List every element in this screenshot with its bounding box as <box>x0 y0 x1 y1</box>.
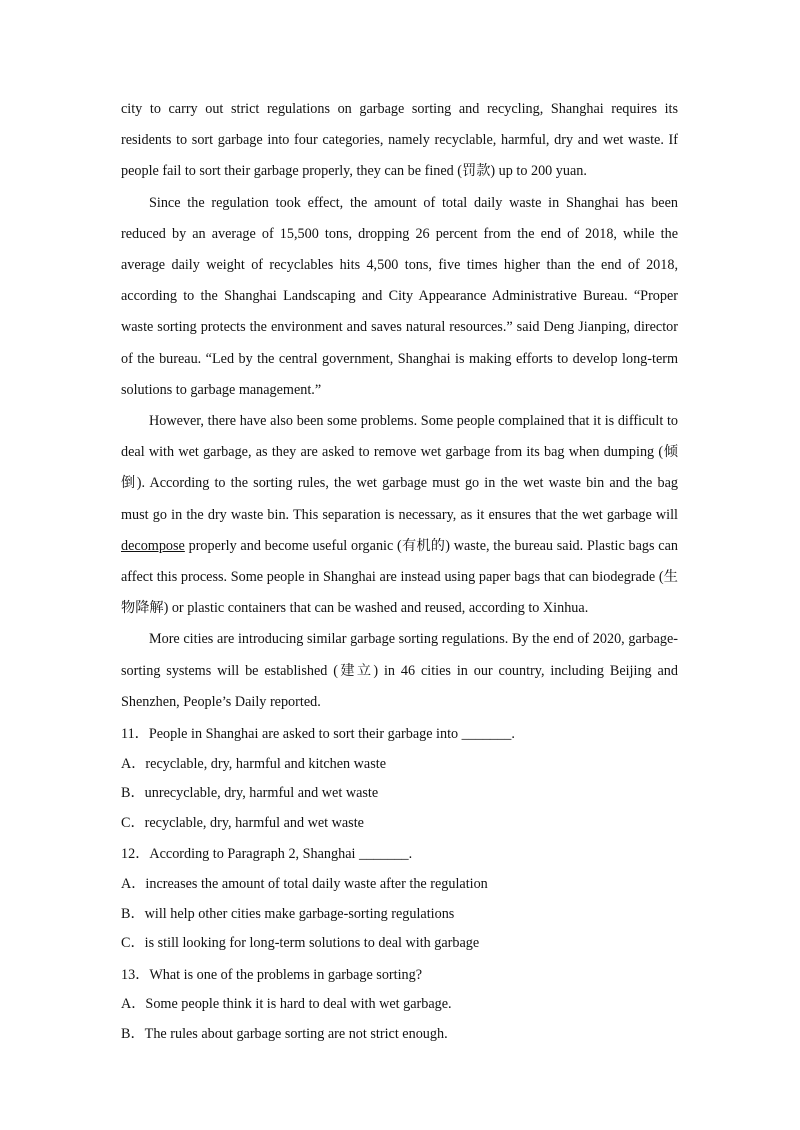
answer-option-a: A．increases the amount of total daily waste after the regulation <box>121 876 488 893</box>
underlined-word-decompose: decompose <box>121 537 185 554</box>
answer-option-a: A．Some people think it is hard to deal with wet garbage. <box>121 996 452 1013</box>
question-12 <box>121 840 678 958</box>
answer-option-c: C．recyclable, dry, harmful and wet waste <box>121 814 364 831</box>
answer-option-c: C．is still looking for long-term solutions to deal with garbage <box>121 935 480 952</box>
answer-option-b: B．The rules about garbage sorting are not strict enough. <box>121 1026 448 1042</box>
paragraph-3-text-after: properly and become useful organic (有机的) waste, the bureau said. Plastic bags can affect this process. Some people in Shanghai are instead using paper bags that can biodegrade (生物降解) or plastic containers that can be washed and reused, according to Xinhua. <box>121 537 678 617</box>
question-stem: 11．People in Shanghai are asked to sort their garbage into _______. <box>121 726 515 743</box>
question-11 <box>121 720 678 838</box>
answer-option-b: B．unrecyclable, dry, harmful and wet waste <box>121 785 379 802</box>
paragraph-3-text-before: However, there have also been some problems. Some people complained that it is difficult to deal with wet garbage, as they are asked to remove wet garbage from its bag when dumping (倾倒). According to the sorting rules, the wet garbage must go in the wet waste bin and the bag must go in the dry waste bin. This separation is necessary, as it ensures that the wet garbage will <box>121 413 678 523</box>
passage-paragraph-3 <box>121 406 678 624</box>
passage-paragraph-1: city to carry out strict regulations on garbage sorting and recycling, Shanghai requires its residents to sort garbage into four categories, namely recyclable, harmful, dry and wet waste. If people fail to sort their garbage properly, they can be fined (罚款) up to 200 yuan. <box>121 101 678 180</box>
question-13 <box>121 961 678 1050</box>
question-stem: 13．What is one of the problems in garbage sorting? <box>121 966 423 983</box>
answer-option-b: B．will help other cities make garbage-sorting regulations <box>121 905 455 922</box>
question-stem: 12．According to Paragraph 2, Shanghai _______. <box>121 846 413 863</box>
document-page <box>121 94 678 1050</box>
answer-option-a: A．recyclable, dry, harmful and kitchen waste <box>121 755 386 772</box>
passage-paragraph-2: Since the regulation took effect, the amount of total daily waste in Shanghai has been reduced by an average of 15,500 tons, dropping 26 percent from the end of 2018, while the average daily weight of recyclables hits 4,500 tons, five times higher than the end of 2018, according to the Shanghai Landscaping and City Appearance Administrative Bureau. “Proper waste sorting protects the environment and saves natural resources.” said Deng Jianping, director of the bureau. “Led by the central government, Shanghai is making efforts to develop long-term solutions to garbage management.” <box>121 194 678 398</box>
passage-paragraph-4: More cities are introducing similar garbage sorting regulations. By the end of 2020, garbage-sorting systems will be established (建立) in 46 cities in our country, including Beijing and Shenzhen, People’s Daily reported. <box>121 631 678 710</box>
